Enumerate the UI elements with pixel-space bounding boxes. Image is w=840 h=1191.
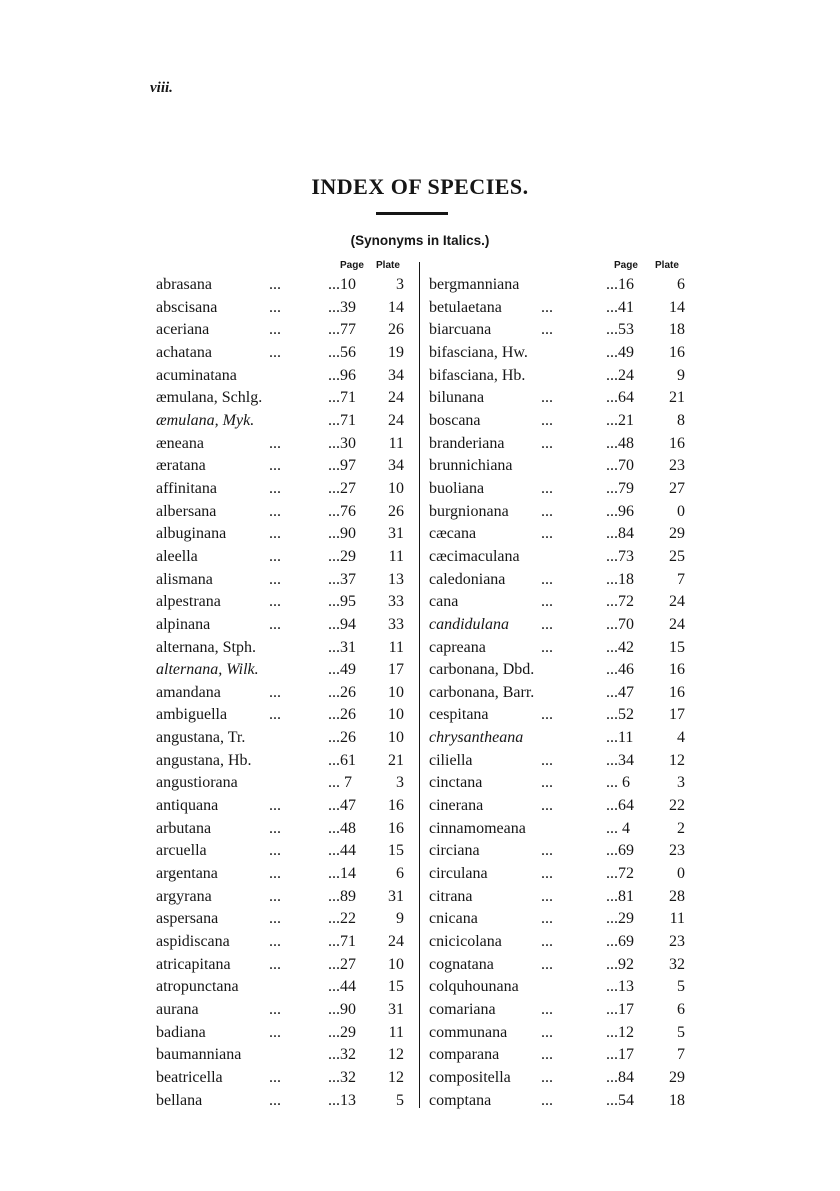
species-name: bifasciana, Hw. [429,343,528,361]
plate-ref: 10 [388,955,404,973]
page-ref: ...84 [606,1068,634,1086]
subtitle: (Synonyms in Italics.) [350,233,490,248]
species-name: carbonana, Dbd. [429,661,535,679]
species-name: beatricella [156,1068,223,1086]
plate-ref: 27 [669,479,685,497]
plate-ref: 26 [388,502,404,520]
page-ref: ...27 [328,955,356,973]
plate-ref: 24 [388,411,404,429]
leader-dots: ... [541,1091,553,1109]
leader-dots: ... [269,1068,281,1086]
plate-ref: 15 [669,638,685,656]
plate-ref: 22 [669,797,685,815]
leader-dots: ... [541,502,553,520]
leader-dots: ... [541,525,553,543]
leader-dots: ... [269,502,281,520]
leader-dots: ... [269,933,281,951]
plate-ref: 18 [669,1091,685,1109]
plate-ref: 7 [677,570,685,588]
plate-ref: 12 [388,1046,404,1064]
plate-ref: 14 [388,298,404,316]
plate-ref: 23 [669,933,685,951]
species-name: aurana [156,1001,199,1018]
plate-ref: 6 [677,276,685,293]
species-name: capreana [429,638,486,656]
leader-dots: ... [541,298,553,316]
species-name: bilunana [429,389,485,407]
species-name: angustana, Hb. [156,751,252,769]
page-ref: ...44 [328,978,356,996]
leader-dots: ... [269,910,281,928]
plate-ref: 18 [669,321,685,339]
page-ref: ...22 [328,910,356,928]
plate-ref: 31 [388,887,404,905]
plate-ref: 16 [669,343,685,361]
page-ref: ...70 [606,615,634,633]
species-name: cnicana [429,910,478,928]
species-name: candidulana [429,615,509,633]
leader-dots: ... [269,683,281,701]
species-name: compositella [429,1068,511,1086]
species-name: citrana [429,887,473,905]
plate-ref: 33 [388,593,404,611]
species-name: argyrana [156,887,212,905]
species-name: colquhounana [429,978,519,996]
plate-ref: 4 [677,729,685,747]
species-name: alternana, Stph. [156,638,256,656]
species-name: alismana [156,570,213,588]
page-ref: ...70 [606,457,634,475]
page-ref: ...17 [606,1001,634,1018]
leader-dots: ... [269,547,281,565]
plate-ref: 12 [669,751,685,769]
plate-ref: 26 [388,321,404,339]
species-name: chrysantheana [429,729,524,747]
page-ref: ...24 [606,366,634,384]
leader-dots: ... [269,797,281,815]
page-ref: ...32 [328,1046,356,1064]
plate-ref: 2 [677,819,685,837]
leader-dots: ... [269,819,281,837]
leader-dots: ... [269,1091,281,1109]
page-ref: ...61 [328,751,356,769]
leader-dots: ... [269,887,281,905]
page-ref: ...71 [328,933,356,951]
leader-dots: ... [269,615,281,633]
plate-ref: 3 [677,774,685,792]
page-title: INDEX OF SPECIES. [311,174,529,199]
leader-dots: ... [541,955,553,973]
leader-dots: ... [541,910,553,928]
leader-dots: ... [541,411,553,429]
page-ref: ...81 [606,887,634,905]
species-name: abrasana [156,276,212,293]
species-name: carbonana, Barr. [429,683,535,701]
species-name: acuminatana [156,366,237,384]
plate-ref: 29 [669,1068,685,1086]
page-ref: ...11 [606,729,634,747]
leader-dots: ... [269,434,281,452]
species-name: brunnichiana [429,457,513,475]
page-ref: ...54 [606,1091,634,1109]
page-ref: ... 4 [606,819,630,837]
species-name: cognatana [429,955,494,973]
plate-ref: 6 [396,865,404,883]
species-name: atropunctana [156,978,239,996]
plate-ref: 11 [388,434,404,452]
species-name: ambiguella [156,706,228,724]
page-ref: ... 7 [328,774,352,792]
species-name: ciliella [429,751,473,769]
species-name: bergmanniana [429,276,520,293]
plate-ref: 12 [388,1068,404,1086]
plate-ref: 6 [677,1001,685,1018]
leader-dots: ... [541,389,553,407]
page-ref: ...29 [328,1023,356,1041]
page-ref: ...53 [606,321,634,339]
plate-ref: 24 [388,933,404,951]
leader-dots: ... [541,1023,553,1041]
species-name: biarcuana [429,321,492,339]
species-name: baumanniana [156,1046,242,1064]
plate-ref: 19 [388,343,404,361]
species-name: alpestrana [156,593,221,611]
page-number: viii. [150,80,173,96]
page-ref: ...77 [328,321,356,339]
page-ref: ...90 [328,1001,356,1018]
species-name: alternana, Wilk. [156,661,259,679]
species-name: atricapitana [156,955,231,973]
plate-ref: 11 [388,547,404,565]
plate-ref: 15 [388,842,404,860]
plate-ref: 11 [388,1023,404,1041]
species-name: æmulana, Myk. [156,411,255,429]
species-name: æmulana, Schlg. [156,389,263,407]
page-ref: ...90 [328,525,356,543]
page-ref: ...29 [328,547,356,565]
species-name: albuginana [156,525,227,543]
page-ref: ...56 [328,343,356,361]
species-name: cinnamomeana [429,819,526,837]
page-ref: ...95 [328,593,356,611]
plate-ref: 5 [677,978,685,996]
page-ref: ...10 [328,276,356,293]
page-ref: ...49 [328,661,356,679]
leader-dots: ... [541,865,553,883]
species-name: affinitana [156,479,218,497]
page-ref: ...29 [606,910,634,928]
plate-ref: 9 [677,366,685,384]
page-ref: ...37 [328,570,356,588]
plate-ref: 10 [388,479,404,497]
left-page-header: Page [340,260,364,271]
page-ref: ...73 [606,547,634,565]
species-name: arbutana [156,819,212,837]
page-ref: ...96 [606,502,634,520]
species-name: aceriana [156,321,210,339]
plate-ref: 24 [669,593,685,611]
page-ref: ...18 [606,570,634,588]
species-name: æneana [156,434,204,452]
plate-ref: 3 [396,774,404,792]
plate-ref: 0 [677,865,685,883]
leader-dots: ... [269,706,281,724]
species-name: argentana [156,865,218,883]
species-name: circulana [429,865,488,883]
page-ref: ...89 [328,887,356,905]
plate-ref: 24 [669,615,685,633]
leader-dots: ... [269,276,281,293]
leader-dots: ... [541,479,553,497]
leader-dots: ... [541,321,553,339]
species-name: communana [429,1023,508,1041]
leader-dots: ... [541,751,553,769]
page-ref: ...48 [328,819,356,837]
plate-ref: 24 [388,389,404,407]
species-name: comptana [429,1091,492,1109]
page-ref: ...16 [606,276,634,293]
species-name: cæcana [429,525,477,543]
page-ref: ...47 [328,797,356,815]
page-ref: ...64 [606,389,634,407]
leader-dots: ... [269,593,281,611]
leader-dots: ... [269,570,281,588]
plate-ref: 0 [677,502,685,520]
species-name: boscana [429,411,481,429]
species-name: betulaetana [429,298,502,316]
leader-dots: ... [269,955,281,973]
species-name: amandana [156,683,221,701]
species-name: alpinana [156,615,211,633]
species-name: achatana [156,343,212,361]
plate-ref: 11 [669,910,685,928]
plate-ref: 28 [669,887,685,905]
page-ref: ...94 [328,615,356,633]
species-name: angustiorana [156,774,238,792]
plate-ref: 10 [388,706,404,724]
plate-ref: 3 [396,276,404,293]
leader-dots: ... [541,842,553,860]
plate-ref: 21 [669,389,685,407]
species-name: badiana [156,1023,206,1041]
leader-dots: ... [541,1068,553,1086]
plate-ref: 31 [388,525,404,543]
plate-ref: 23 [669,842,685,860]
leader-dots: ... [269,343,281,361]
plate-ref: 34 [388,457,404,475]
plate-ref: 10 [388,683,404,701]
page-ref: ...42 [606,638,634,656]
page-ref: ...96 [328,366,356,384]
leader-dots: ... [541,570,553,588]
leader-dots: ... [541,933,553,951]
species-name: caledoniana [429,570,506,588]
plate-ref: 5 [677,1023,685,1041]
plate-ref: 7 [677,1046,685,1064]
species-name: abscisana [156,298,218,316]
species-name: cæcimaculana [429,547,520,565]
page-ref: ...97 [328,457,356,475]
page-ref: ...13 [606,978,634,996]
page-ref: ...12 [606,1023,634,1041]
page-ref: ...47 [606,683,634,701]
species-name: aspidiscana [156,933,230,951]
species-name: antiquana [156,797,219,815]
page-ref: ...26 [328,729,356,747]
leader-dots: ... [541,1001,553,1018]
column-divider [419,262,420,1108]
leader-dots: ... [541,1046,553,1064]
plate-ref: 8 [677,411,685,429]
page-ref: ...14 [328,865,356,883]
leader-dots: ... [541,774,553,792]
species-name: æratana [156,457,206,475]
page-ref: ...69 [606,933,634,951]
species-name: burgnionana [429,502,509,520]
plate-ref: 31 [388,1001,404,1018]
page-ref: ...41 [606,298,634,316]
plate-ref: 17 [669,706,685,724]
species-name: comariana [429,1001,496,1018]
species-name: buoliana [429,479,485,497]
page-ref: ...44 [328,842,356,860]
leader-dots: ... [269,321,281,339]
leader-dots: ... [269,1001,281,1018]
species-name: comparana [429,1046,500,1064]
leader-dots: ... [541,593,553,611]
page-ref: ...17 [606,1046,634,1064]
page-ref: ...26 [328,706,356,724]
plate-ref: 16 [669,661,685,679]
plate-ref: 23 [669,457,685,475]
page-ref: ...46 [606,661,634,679]
page-ref: ...27 [328,479,356,497]
plate-ref: 13 [388,570,404,588]
title-rule [376,212,448,215]
species-name: cnicicolana [429,933,502,951]
page-ref: ...48 [606,434,634,452]
leader-dots: ... [269,865,281,883]
species-name: cinctana [429,774,483,792]
leader-dots: ... [541,706,553,724]
page-ref: ...13 [328,1091,356,1109]
plate-ref: 32 [669,955,685,973]
leader-dots: ... [541,887,553,905]
leader-dots: ... [269,525,281,543]
plate-ref: 21 [388,751,404,769]
species-name: branderiana [429,434,505,452]
page-ref: ...32 [328,1068,356,1086]
page-ref: ...31 [328,638,356,656]
page-ref: ...69 [606,842,634,860]
species-name: bellana [156,1091,203,1109]
leader-dots: ... [541,434,553,452]
species-name: bifasciana, Hb. [429,366,526,384]
species-name: aleella [156,547,198,565]
page-ref: ...76 [328,502,356,520]
leader-dots: ... [269,479,281,497]
plate-ref: 29 [669,525,685,543]
leader-dots: ... [541,615,553,633]
plate-ref: 33 [388,615,404,633]
page-ref: ...71 [328,411,356,429]
plate-ref: 34 [388,366,404,384]
page-ref: ... 6 [606,774,630,792]
page-ref: ...64 [606,797,634,815]
page-ref: ...39 [328,298,356,316]
leader-dots: ... [541,797,553,815]
species-name: cinerana [429,797,484,815]
plate-ref: 17 [388,661,404,679]
page-ref: ...71 [328,389,356,407]
page-ref: ...21 [606,411,634,429]
species-name: albersana [156,502,217,520]
plate-ref: 16 [669,434,685,452]
page-ref: ...72 [606,865,634,883]
plate-ref: 16 [669,683,685,701]
plate-ref: 14 [669,298,685,316]
page-ref: ...72 [606,593,634,611]
page-ref: ...79 [606,479,634,497]
species-name: aspersana [156,910,219,928]
page-ref: ...49 [606,343,634,361]
right-page-header: Page [614,260,638,271]
leader-dots: ... [269,298,281,316]
plate-ref: 16 [388,797,404,815]
page-ref: ...92 [606,955,634,973]
species-name: angustana, Tr. [156,729,246,747]
species-name: circiana [429,842,480,860]
page-ref: ...34 [606,751,634,769]
plate-ref: 25 [669,547,685,565]
plate-ref: 10 [388,729,404,747]
plate-ref: 16 [388,819,404,837]
page-ref: ...30 [328,434,356,452]
plate-ref: 5 [396,1091,404,1109]
left-plate-header: Plate [376,260,400,271]
page-ref: ...84 [606,525,634,543]
plate-ref: 15 [388,978,404,996]
page-ref: ...26 [328,683,356,701]
leader-dots: ... [269,457,281,475]
plate-ref: 11 [388,638,404,656]
species-name: cana [429,593,459,611]
right-plate-header: Plate [655,260,679,271]
species-name: arcuella [156,842,207,860]
leader-dots: ... [541,638,553,656]
page-ref: ...52 [606,706,634,724]
plate-ref: 9 [396,910,404,928]
leader-dots: ... [269,1023,281,1041]
leader-dots: ... [269,842,281,860]
species-name: cespitana [429,706,489,724]
